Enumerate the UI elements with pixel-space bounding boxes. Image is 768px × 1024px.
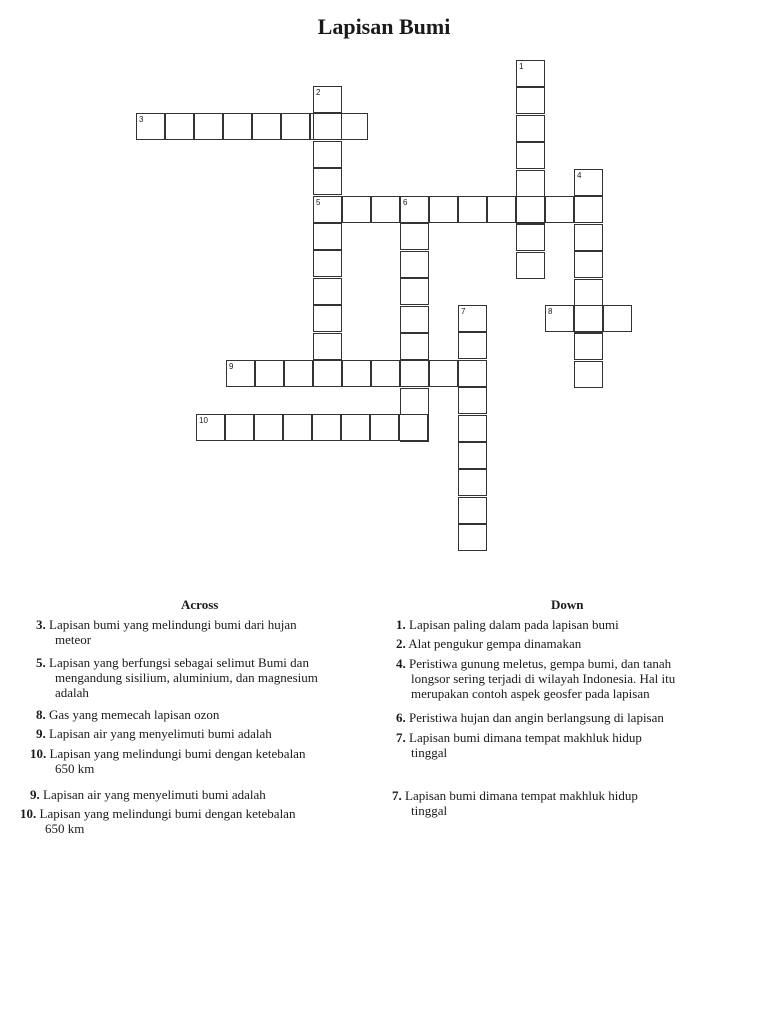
across-clue-10-repeat: 10. Lapisan yang melindungi bumi dengan ketebalan 650 km [20,806,296,836]
crossword-cell[interactable] [458,497,487,524]
crossword-cell[interactable] [574,251,603,278]
crossword-cell[interactable] [458,415,487,442]
crossword-cell[interactable] [516,115,545,142]
down-clue-6: 6. Peristiwa hujan dan angin berlangsung di lapisan [396,710,664,725]
crossword-cell[interactable] [545,196,574,223]
down-heading: Down [551,597,584,612]
crossword-cell[interactable] [284,360,313,387]
crossword-cell[interactable] [400,360,429,387]
crossword-cell[interactable] [574,196,603,223]
crossword-cell[interactable] [400,223,429,250]
crossword-cell[interactable] [313,333,342,360]
crossword-cell[interactable] [516,170,545,197]
crossword-cell[interactable] [400,251,429,278]
crossword-cell[interactable] [313,141,342,168]
crossword-cell[interactable] [574,361,603,388]
clue-number-1: 1 [519,62,524,71]
crossword-cell[interactable] [429,196,458,223]
crossword-cell[interactable] [371,360,400,387]
crossword-cell[interactable] [342,360,371,387]
crossword-cell[interactable] [313,168,342,195]
crossword-cell[interactable] [313,360,342,387]
page-title: Lapisan Bumi [317,14,451,39]
clue-number-3: 3 [139,115,144,124]
crossword-cell[interactable] [313,223,342,250]
crossword-cell[interactable] [516,224,545,251]
across-clue-3: 3. Lapisan bumi yang melindungi bumi dari hujan meteor [36,617,297,647]
across-clue-10: 10. Lapisan yang melindungi bumi dengan ketebalan 650 km [30,746,306,776]
crossword-cell[interactable] [342,196,371,223]
crossword-cell[interactable] [225,414,254,441]
crossword-cell[interactable] [313,113,342,140]
clue-number-8: 8 [548,307,553,316]
down-clue-7-repeat: 7. Lapisan bumi dimana tempat makhluk hidup tinggal [392,788,638,818]
crossword-cell[interactable] [339,113,368,140]
crossword-cell[interactable] [165,113,194,140]
crossword-cell[interactable] [516,142,545,169]
crossword-cell[interactable] [370,414,399,441]
crossword-cell[interactable] [281,113,310,140]
crossword-cell[interactable] [313,250,342,277]
crossword-cell[interactable] [400,278,429,305]
crossword-cell[interactable] [341,414,370,441]
clue-number-9: 9 [229,362,234,371]
crossword-cell[interactable] [312,414,341,441]
crossword-cell[interactable] [516,196,545,223]
clue-number-2: 2 [316,88,321,97]
clue-number-4: 4 [577,171,582,180]
crossword-cell[interactable] [400,333,429,360]
across-heading: Across [181,597,219,612]
crossword-cell[interactable] [458,469,487,496]
clue-number-5: 5 [316,198,321,207]
crossword-cell[interactable] [399,414,428,441]
crossword-cell[interactable] [458,387,487,414]
crossword-cell[interactable] [574,224,603,251]
across-clue-5: 5. Lapisan yang berfungsi sebagai selimut Bumi dan mengandung sisilium, aluminium, dan magnesium adalah [36,655,318,700]
crossword-cell[interactable] [487,196,516,223]
crossword-cell[interactable] [458,332,487,359]
crossword-cell[interactable] [255,360,284,387]
down-clue-2: 2. Alat pengukur gempa dinamakan [396,636,582,651]
crossword-cell[interactable] [371,196,400,223]
down-clue-7: 7. Lapisan bumi dimana tempat makhluk hidup tinggal [396,730,642,760]
clue-number-7: 7 [461,307,466,316]
crossword-cell[interactable] [458,196,487,223]
crossword-cell[interactable] [574,333,603,360]
crossword-cell[interactable] [400,306,429,333]
crossword-cell[interactable] [252,113,281,140]
crossword-cell[interactable] [194,113,223,140]
crossword-cell[interactable] [400,388,429,415]
clue-number-10: 10 [199,416,208,425]
down-clue-1: 1. Lapisan paling dalam pada lapisan bumi [396,617,619,632]
crossword-cell[interactable] [283,414,312,441]
across-clue-9-repeat: 9. Lapisan air yang menyelimuti bumi adalah [30,787,266,802]
clue-number-6: 6 [403,198,408,207]
crossword-cell[interactable] [254,414,283,441]
crossword-cell[interactable] [603,305,632,332]
crossword-cell[interactable] [458,524,487,551]
across-clue-9: 9. Lapisan air yang menyelimuti bumi adalah [36,726,272,741]
crossword-cell[interactable] [429,360,458,387]
crossword-cell[interactable] [574,305,603,332]
down-clue-4: 4. Peristiwa gunung meletus, gempa bumi, dan tanah longsor sering terjadi di wilayah Indonesia. Hal itu merupakan contoh aspek geosfer pada lapisan [396,656,676,701]
across-clue-8: 8. Gas yang memecah lapisan ozon [36,707,220,722]
crossword-cell[interactable] [516,252,545,279]
crossword-cell[interactable] [458,442,487,469]
crossword-cell[interactable] [223,113,252,140]
crossword-cell[interactable] [313,305,342,332]
crossword-cell[interactable] [574,279,603,306]
crossword-cell[interactable] [313,278,342,305]
crossword-cell[interactable] [516,87,545,114]
crossword-cell[interactable] [458,360,487,387]
